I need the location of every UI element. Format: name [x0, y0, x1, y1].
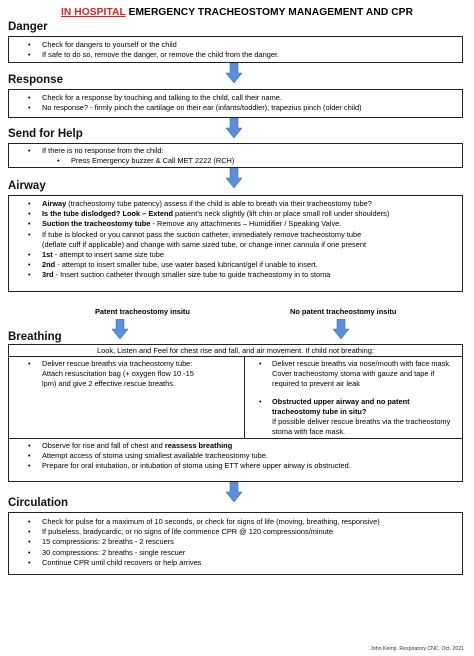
response-heading: Response — [8, 74, 63, 86]
airway-item-4: • If tube is blocked or you cannot pass the suction catheter, immediately remove tracheostomy tube — [28, 229, 362, 239]
bullet-icon: • — [28, 146, 31, 155]
circulation-item-4: • 30 compressions: 2 breaths - single rescuer — [28, 547, 186, 557]
down-arrow-icon — [333, 319, 349, 339]
bullet-icon: • — [28, 451, 31, 461]
bullet-icon: • — [259, 359, 262, 368]
bullet-icon: • — [28, 557, 31, 567]
airway-box — [8, 195, 463, 292]
bullet-icon: • — [28, 209, 31, 219]
airway-item-5: • 1st - attempt to insert same size tube — [28, 250, 165, 260]
down-arrow-icon — [226, 63, 242, 83]
breathing-bottom-item-1: • Observe for rise and fall of chest and reassess breathing — [28, 441, 233, 450]
breathing-heading: Breathing — [8, 331, 62, 343]
footer-credit: John Kemp. Respiratory CNC. Oct. 2021 — [370, 646, 464, 652]
bullet-icon: • — [28, 517, 31, 526]
bullet-icon: • — [57, 156, 60, 166]
bullet-icon: • — [28, 199, 31, 208]
airway-item-1: • Airway (tracheostomy tube patency) assess if the child is able to breath via their tracheostomy tube? — [28, 199, 372, 208]
bullet-icon: • — [28, 93, 31, 102]
title-rest: EMERGENCY TRACHEOSTOMY MANAGEMENT AND CPR — [125, 7, 414, 18]
bullet-icon: • — [28, 359, 31, 368]
bullet-icon: • — [28, 547, 31, 557]
airway-item-7: • 3rd - Insert suction catheter through smaller size tube to guide tracheostomy in to stoma — [28, 270, 331, 280]
circulation-item-1: • Check for pulse for a maximum of 10 seconds, or check for signs of life (moving, breathing, responsive) — [28, 517, 380, 526]
page-title — [0, 7, 474, 18]
breathing-right-item-2: • Obstructed upper airway and no patent tracheostomy tube in situ? If possible deliver rescue breaths via the tracheostomy stoma with face mask. — [259, 396, 451, 437]
airway-item-4-cont: (deflate cuff if applicable) and change with same sized tube, or change inner cannula if one present — [42, 239, 367, 249]
circulation-heading: Circulation — [8, 497, 69, 509]
breathing-left-item: • Deliver rescue breaths via tracheostomy tube: Attach resuscitation bag (+ oxygen flow 10 -15 lpm) and give 2 effective rescue breaths. — [28, 359, 194, 389]
airway-item-6: • 2nd - attempt to insert smaller tube, use water based lubricant/gel if unable to insert. — [28, 260, 318, 270]
patent-tracheostomy-label: Patent tracheostomy insitu — [95, 307, 190, 316]
circulation-item-3: • 15 compressions: 2 breaths - 2 rescuers — [28, 537, 174, 547]
danger-item-1: • Check for dangers to yourself or the child — [28, 40, 177, 49]
send-for-help-subitem: • Press Emergency buzzer & Call MET 2222 (RCH) — [57, 156, 235, 166]
bullet-icon: • — [28, 229, 31, 239]
bullet-icon: • — [28, 537, 31, 547]
bullet-icon: • — [28, 40, 31, 49]
circulation-item-5: • Continue CPR until child recovers or help arrives — [28, 557, 202, 567]
breathing-left-col — [9, 357, 244, 390]
response-box — [8, 89, 463, 118]
bullet-icon: • — [28, 527, 31, 537]
send-for-help-heading: Send for Help — [8, 128, 83, 140]
airway-heading: Airway — [8, 180, 46, 192]
no-patent-tracheostomy-label: No patent tracheostomy insitu — [290, 307, 397, 316]
send-for-help-box — [8, 143, 463, 168]
down-arrow-icon — [226, 168, 242, 188]
down-arrow-icon — [226, 118, 242, 138]
breathing-right-item-1: • Deliver rescue breaths via nose/mouth with face mask. Cover tracheostomy stoma with gauze and tape if required to prevent air leak — [259, 359, 452, 389]
danger-box — [8, 36, 463, 63]
response-item-1: • Check for a response by touching and talking to the child, call their name. — [28, 93, 282, 102]
breathing-separator — [9, 438, 462, 439]
down-arrow-icon — [112, 319, 128, 339]
bullet-icon: • — [28, 441, 31, 450]
danger-item-2: • If safe to do so, remove the danger, or remove the child from the danger. — [28, 50, 280, 60]
bullet-icon: • — [28, 50, 31, 60]
send-for-help-item: • If there is no response from the child: — [28, 146, 164, 155]
breathing-bottom-item-3: • Prepare for oral intubation, or intubation of stoma using ETT where upper airway is obstructed. — [28, 461, 351, 471]
bullet-icon: • — [28, 270, 31, 280]
airway-item-2: • Is the tube dislodged? Look – Extend patient’s neck slightly (lift chin or place small roll under shoulders) — [28, 209, 390, 219]
bullet-icon: • — [28, 260, 31, 270]
bullet-icon: • — [259, 396, 262, 406]
title-in-hospital: IN HOSPITAL — [60, 7, 126, 18]
bullet-icon: • — [28, 219, 31, 229]
down-arrow-icon — [226, 482, 242, 502]
circulation-box — [8, 512, 463, 575]
breathing-intro: Look, Listen and Feel for chest rise and fall, and air movement. If child not breathing: — [9, 345, 462, 357]
danger-heading: Danger — [8, 21, 48, 33]
bullet-icon: • — [28, 103, 31, 113]
response-item-2: • No response? - firmly pinch the cartilage on their ear (infants/toddler), trapezius pinch (older child) — [28, 103, 362, 113]
circulation-item-2: • If pulseless, bradycardic, or no signs of life commence CPR @ 120 compressions/minute — [28, 527, 333, 537]
breathing-box — [8, 344, 463, 482]
breathing-right-col — [245, 357, 462, 437]
breathing-bottom-item-2: • Attempt access of stoma using smallest available tracheostomy tube. — [28, 451, 268, 461]
breathing-bottom-list — [9, 441, 462, 472]
bullet-icon: • — [28, 250, 31, 260]
bullet-icon: • — [28, 461, 31, 471]
airway-item-3: • Suction the tracheostomy tube - Remove any attachments – Humidifier / Speaking Valve. — [28, 219, 342, 229]
